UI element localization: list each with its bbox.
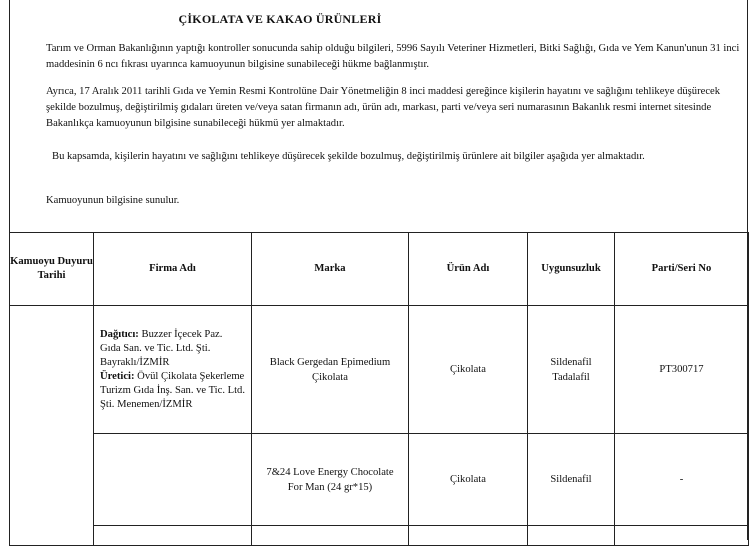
header-firm: Firma Adı: [94, 233, 252, 306]
distributor-name: Buzzer İçecek Paz. Gıda San. ve Tic. Ltd. Şti. Bayraklı/İZMİR: [100, 328, 223, 368]
cell-brand: [252, 526, 409, 546]
producer-name: Övül Çikolata Şekerleme Turizm Gıda İnş. San. ve Tic. Ltd. Şti. Menemen/İZMİR: [100, 370, 245, 410]
cell-product: [409, 526, 528, 546]
header-batch: Parti/Seri No: [615, 233, 749, 306]
cell-nonconformity: Sildenafil: [528, 434, 615, 526]
table-row: [10, 434, 749, 526]
cell-batch: -: [615, 434, 749, 526]
paragraph-regulation: Ayrıca, 17 Aralık 2011 tarihli Gıda ve Yemin Resmi Kontrolüne Dair Yönetmeliğin 8 inci maddesi gereğince kişilerin hayatını ve sağlığını tehlikeye düşürecek şekilde bozulmuş, değiştirilmiş gıdaları üreten ve/veya satan firmanın adı, ürün adı, markası, parti ve/veya seri numarasının Bakanlık resmi internet sitesinde Bakanlıkça kamuoyunun bilgisine sunabileceği hükmü yer almaktadır.: [46, 86, 721, 129]
paragraph-closing: Kamuoyunun bilgisine sunulur.: [46, 195, 180, 206]
cell-firm: [94, 526, 252, 546]
cell-product: Çikolata: [409, 306, 528, 434]
table-header-row: [10, 233, 749, 306]
table-row: [10, 306, 749, 434]
header-date: Kamuoyu Duyuru Tarihi: [10, 233, 94, 306]
cell-batch: [615, 526, 749, 546]
table-row: [10, 526, 749, 546]
cell-product: Çikolata: [409, 434, 528, 526]
header-product: Ürün Adı: [409, 233, 528, 306]
header-brand: Marka: [252, 233, 409, 306]
paragraph-legal-basis: Tarım ve Orman Bakanlığının yaptığı kontroller sonucunda sahip olduğu bilgileri, 5996 Sayılı Veteriner Hizmetleri, Bitki Sağlığı, Gıda ve Yem Kanun'unun 31 inci maddesinin 6 ncı fıkrası uyarınca kamuoyunun bilgisine sunabileceği hükme bağlanmıştır.: [46, 43, 740, 70]
paragraph-scope: Bu kapsamda, kişilerin hayatını ve sağlığını tehlikeye düşürecek şekilde bozulmuş, değiştirilmiş ürünlere ait bilgiler aşağıda yer almaktadır.: [52, 151, 645, 162]
cell-date: [10, 306, 94, 546]
cell-brand: Black Gergedan Epimedium Çikolata: [252, 306, 409, 434]
cell-batch: PT300717: [615, 306, 749, 434]
producer-label: Üretici:: [100, 370, 135, 382]
cell-nonconformity: [528, 526, 615, 546]
distributor-label: Dağıtıcı:: [100, 328, 139, 340]
cell-firm: [94, 306, 252, 434]
cell-firm: [94, 434, 252, 526]
products-table: [9, 232, 749, 546]
header-nonconformity: Uygunsuzluk: [528, 233, 615, 306]
cell-brand: 7&24 Love Energy Chocolate For Man (24 gr*15): [252, 434, 409, 526]
document-title: ÇİKOLATA VE KAKAO ÜRÜNLERİ: [178, 12, 382, 26]
cell-nonconformity: Sildenafil Tadalafil: [528, 306, 615, 434]
